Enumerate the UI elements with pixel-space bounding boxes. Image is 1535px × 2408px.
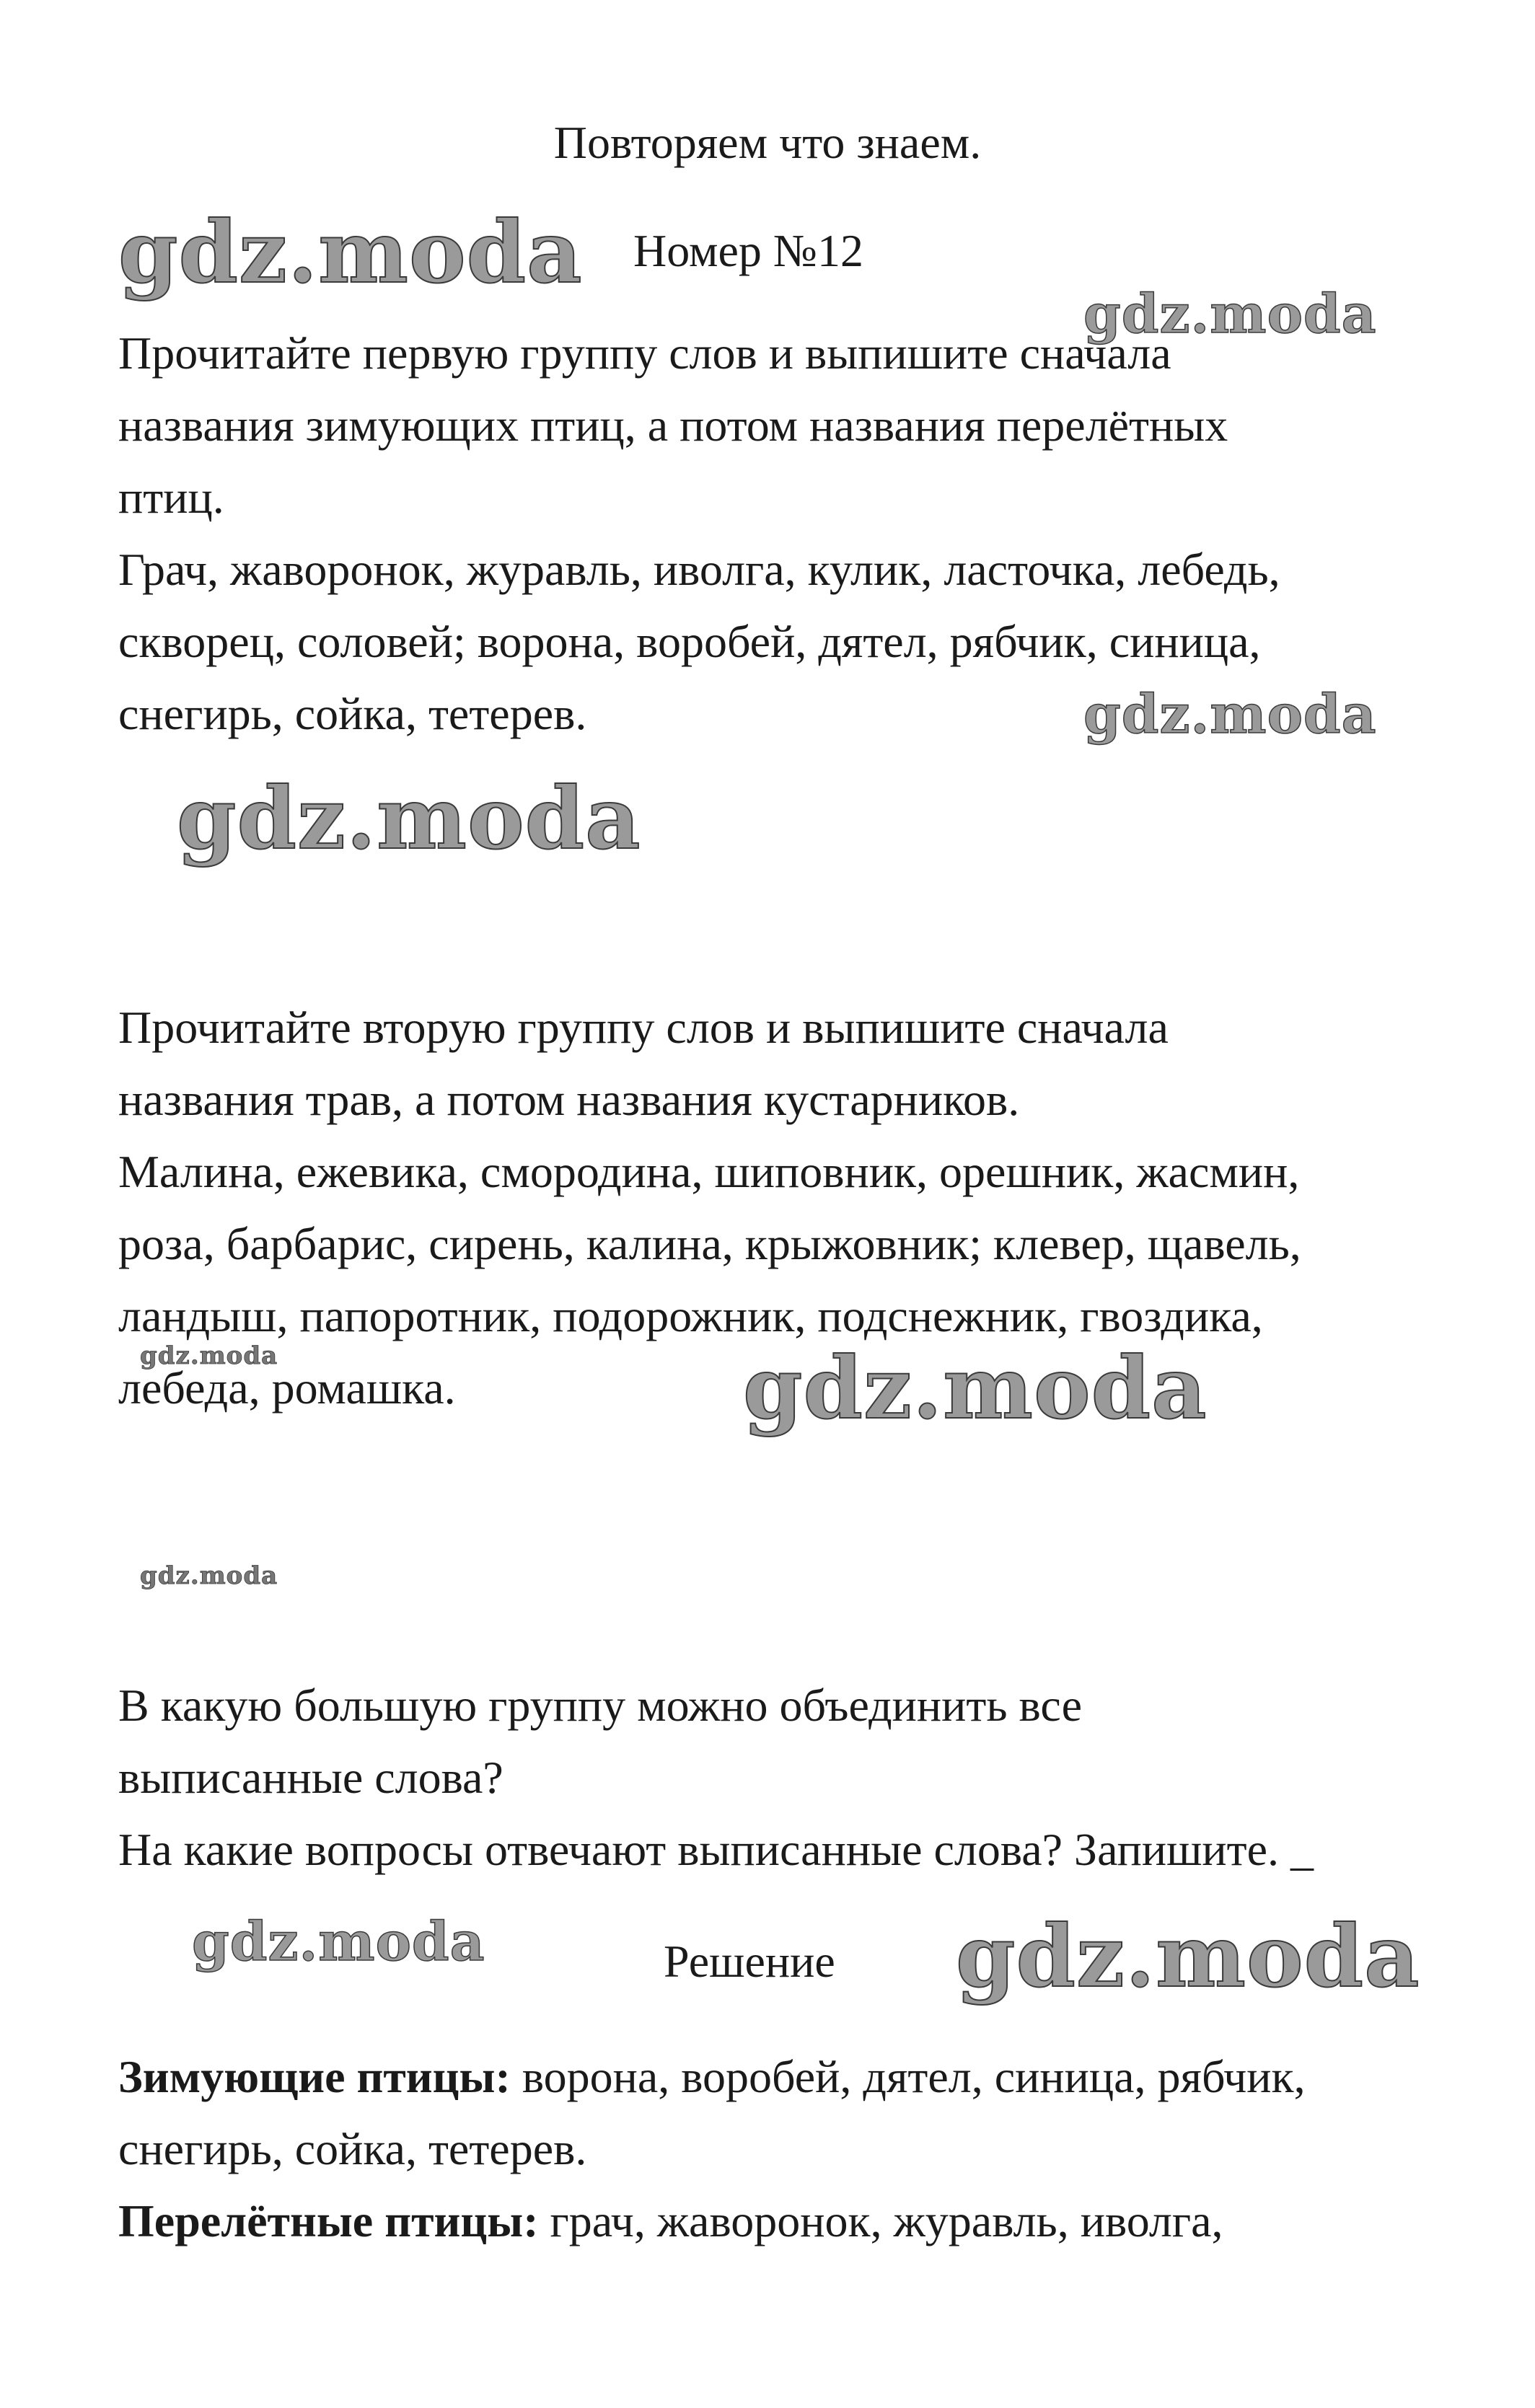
wintering-label: Зимующие птицы: [118, 2051, 511, 2102]
solution-wintering [118, 2041, 1306, 2113]
task2-line: Малина, ежевика, смородина, шиповник, орешник, жасмин, [118, 1146, 1300, 1197]
watermark-logo: gdz.moda [177, 768, 641, 868]
migratory-text: грач, жаворонок, журавль, иволга, [538, 2195, 1223, 2246]
page-title: Повторяем что знаем. [553, 117, 982, 168]
watermark-logo: gdz.moda [118, 202, 583, 302]
task3-line: В какую большую группу можно объединить все [118, 1680, 1082, 1731]
task1-line: скворец, соловей; ворона, воробей, дятел, рябчик, синица, [118, 616, 1261, 667]
solution-migratory [118, 2185, 1223, 2257]
task3-line: На какие вопросы отвечают выписанные слова? Запишите. _ [118, 1824, 1314, 1875]
watermark-logo: gdz.moda [956, 1906, 1420, 2006]
task1-line: Прочитайте первую группу слов и выпишите сначала [118, 327, 1171, 379]
task-number: Номер №12 [633, 225, 863, 276]
task1-line: снегирь, сойка, тетерев. [118, 688, 587, 739]
task2-line: Прочитайте вторую группу слов и выпишите сначала [118, 1002, 1169, 1053]
wintering-text: ворона, воробей, дятел, синица, рябчик, [510, 2051, 1306, 2102]
watermark-logo: gdz.moda [1083, 684, 1377, 746]
watermark-logo: gdz.moda [140, 1561, 278, 1590]
task2-line: ландыш, папоротник, подорожник, подснежник, гвоздика, [118, 1290, 1263, 1341]
task2-line: названия трав, а потом названия кустарников. [118, 1074, 1020, 1125]
task1-line: названия зимующих птиц, а потом названия перелётных [118, 400, 1228, 451]
watermark-logo: gdz.moda [140, 1341, 278, 1370]
solution-wintering-cont: снегирь, сойка, тетерев. [118, 2123, 587, 2174]
task3-line: выписанные слова? [118, 1752, 503, 1803]
watermark-logo: gdz.moda [1083, 283, 1377, 345]
task1-line: Грач, жаворонок, журавль, иволга, кулик, ласточка, лебедь, [118, 544, 1280, 595]
task1-line: птиц. [118, 472, 224, 523]
watermark-logo: gdz.moda [192, 1911, 485, 1973]
solution-heading: Решение [664, 1936, 835, 1987]
task2-line: роза, барбарис, сирень, калина, крыжовник; клевер, щавель, [118, 1218, 1301, 1269]
migratory-label: Перелётные птицы: [118, 2195, 539, 2246]
task2-line: лебеда, ромашка. [118, 1362, 456, 1414]
watermark-logo: gdz.moda [743, 1338, 1208, 1438]
